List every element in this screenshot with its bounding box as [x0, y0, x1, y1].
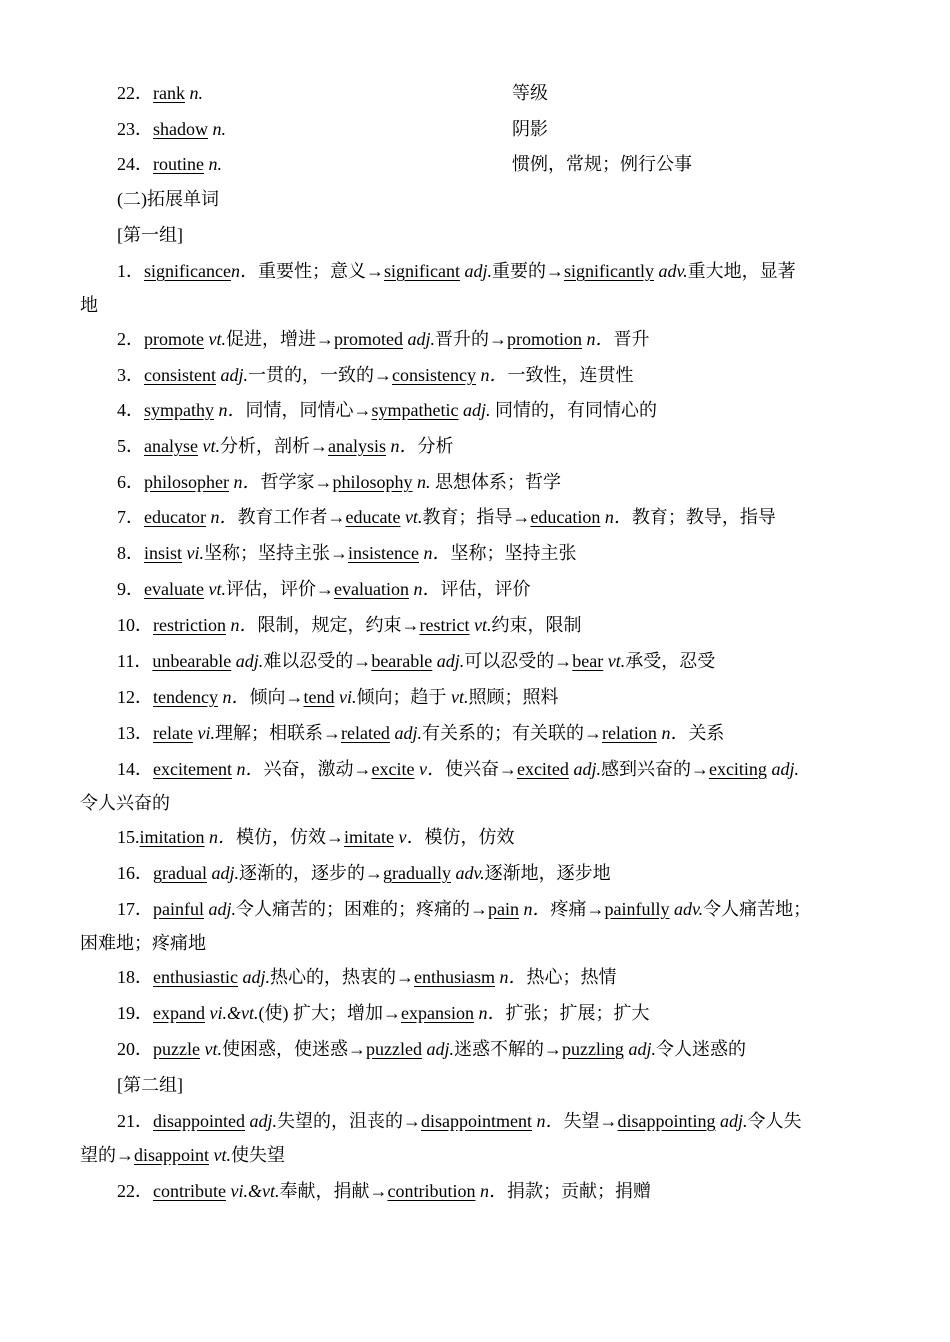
text-span: 9． — [117, 579, 144, 599]
text-span: 逐渐地，逐步地 — [484, 863, 611, 883]
text-span: 18． — [117, 967, 153, 987]
text-span: 失望的，沮丧的→ — [277, 1111, 422, 1131]
text-span: tend — [303, 687, 335, 707]
vocab-meaning: 惯例，常规；例行公事 — [512, 154, 692, 174]
text-span: 令人迷惑的 — [655, 1039, 746, 1059]
text-span: 热心；热情 — [526, 967, 617, 987]
text-span: 扩张；扩展；扩大 — [505, 1003, 650, 1023]
text-span: 10． — [117, 615, 153, 635]
text-span: expansion — [400, 1003, 474, 1023]
text-span: v． — [398, 827, 425, 847]
text-span: educator — [144, 507, 206, 527]
text-span: enthusiasm — [414, 967, 495, 987]
text-span: adj. — [235, 651, 264, 671]
text-span: n． — [480, 365, 508, 385]
text-span: n. — [212, 119, 226, 139]
entry-row — [80, 1001, 917, 1025]
text-span: 1． — [117, 261, 144, 281]
text-span: 照顾；照料 — [468, 687, 559, 707]
entry-row — [80, 1179, 917, 1203]
text-span: 重大地，显著 — [687, 261, 796, 281]
entry-row — [80, 965, 917, 989]
text-span: insist — [144, 543, 183, 563]
text-span: n. — [417, 472, 431, 492]
text-span: 8． — [117, 543, 144, 563]
text-span: 同情的，有同情心的 — [495, 400, 657, 420]
text-span: 令人失 — [747, 1111, 802, 1131]
text-span: 7． — [117, 507, 144, 527]
text-span: adj. — [394, 723, 422, 743]
text-span: n． — [499, 967, 527, 987]
text-span: expand — [153, 1003, 205, 1023]
text-span: 24． — [117, 154, 153, 174]
text-span: evaluation — [333, 579, 409, 599]
text-span: 坚称；坚持主张→ — [204, 543, 349, 563]
text-span: vt. — [213, 1145, 231, 1165]
text-span: 4． — [117, 400, 144, 420]
text-span: analysis — [327, 436, 386, 456]
text-span: education — [530, 507, 601, 527]
text-span: promoted — [334, 329, 403, 349]
entry-row — [80, 897, 917, 921]
text-span: puzzled — [365, 1039, 422, 1059]
text-span: 疼痛→ — [550, 899, 605, 919]
text-span: 迷惑不解的→ — [453, 1039, 562, 1059]
entry-row — [80, 505, 917, 529]
text-span: significant — [383, 261, 460, 281]
vocab-word: shadow — [153, 119, 208, 139]
text-span: n． — [413, 579, 441, 599]
text-span: bear — [572, 651, 604, 671]
text-span: 22． — [117, 83, 153, 103]
text-span: 使困惑，使迷惑→ — [221, 1039, 366, 1059]
text-span: adj. — [771, 759, 799, 779]
text-span: 教育；指导→ — [422, 507, 531, 527]
text-span: contribution — [387, 1181, 476, 1201]
text-span: vt. — [208, 329, 226, 349]
text-span: 难以忍受的→ — [263, 651, 372, 671]
text-span: vt. — [202, 436, 220, 456]
text-span: 12． — [117, 687, 153, 707]
text-span: vt. — [607, 651, 626, 671]
text-span: puzzle — [153, 1039, 200, 1059]
text-span: 逐渐的，逐步的→ — [239, 863, 383, 883]
text-span: tendency — [153, 687, 218, 707]
text-span: n． — [604, 507, 632, 527]
text-span: educate — [345, 507, 401, 527]
text-span: 坚称；坚持主张 — [450, 543, 577, 563]
entry-row — [80, 434, 917, 458]
text-span: 16． — [117, 863, 153, 883]
text-span: vi. — [186, 543, 205, 563]
text-span: 思想体系；哲学 — [435, 472, 562, 492]
text-span: adj. — [462, 400, 491, 420]
text-span: 哲学家→ — [260, 472, 333, 492]
text-span: adj. — [208, 899, 237, 919]
text-span: 倾向→ — [249, 687, 304, 707]
text-span: adj. — [720, 1111, 748, 1131]
text-span: 21． — [117, 1111, 153, 1131]
entry-row — [80, 327, 917, 351]
text-span: 2． — [117, 329, 144, 349]
text-span: 评估，评价 — [440, 579, 531, 599]
entry-row — [80, 398, 917, 422]
entry-row — [80, 613, 917, 637]
text-span: adj. — [407, 329, 436, 349]
text-span: bearable — [371, 651, 433, 671]
text-span: 5． — [117, 436, 144, 456]
text-span: n． — [218, 400, 246, 420]
text-span: consistent — [144, 365, 216, 385]
text-span: n． — [536, 1111, 564, 1131]
text-span: adj. — [242, 967, 270, 987]
text-span: adj. — [464, 261, 492, 281]
vocab-row — [80, 152, 917, 176]
text-span: relate — [153, 723, 193, 743]
text-span: disappointment — [421, 1111, 533, 1131]
text-span: 13． — [117, 723, 153, 743]
text-span: 6． — [117, 472, 144, 492]
text-span: promotion — [507, 329, 583, 349]
text-span: promote — [144, 329, 204, 349]
text-span: 关系 — [688, 723, 725, 743]
text-span: imitate — [344, 827, 394, 847]
text-span: n. — [208, 154, 222, 174]
text-span: 使兴奋→ — [444, 759, 517, 779]
text-span: n． — [390, 436, 418, 456]
text-span: n． — [586, 329, 614, 349]
entry-row — [80, 825, 917, 849]
text-span: painfully — [604, 899, 670, 919]
entry-row — [80, 721, 917, 745]
text-span: 15. — [117, 827, 140, 847]
text-span: insistence — [348, 543, 419, 563]
text-span: vt. — [450, 687, 469, 707]
text-span: contribute — [153, 1181, 226, 1201]
text-span: 22． — [117, 1181, 153, 1201]
entry-row — [80, 1037, 917, 1061]
text-span: 一贯的，一致的→ — [248, 365, 393, 385]
text-span: adv. — [658, 261, 688, 281]
group-heading: [第一组] — [117, 225, 183, 245]
text-span: 重要的→ — [491, 261, 564, 281]
text-span: disappoint — [134, 1145, 209, 1165]
text-span: adj. — [426, 1039, 454, 1059]
text-span: n． — [478, 1003, 506, 1023]
text-span: sympathetic — [371, 400, 459, 420]
text-span: n． — [230, 261, 258, 281]
text-span: vt. — [473, 615, 492, 635]
text-span: 14． — [117, 759, 153, 779]
text-span: 令人痛苦的；困难的；疼痛的→ — [236, 899, 489, 919]
text-span: 模仿，仿效 — [424, 827, 515, 847]
text-span: n． — [523, 899, 551, 919]
text-span: vi. — [197, 723, 215, 743]
text-span: adj. — [573, 759, 601, 779]
text-span: 承受，忍受 — [625, 651, 716, 671]
text-span: adj. — [249, 1111, 278, 1131]
text-span: 捐款；贡献；捐赠 — [506, 1181, 651, 1201]
entry-continuation: 地 — [80, 295, 98, 315]
text-span: excited — [516, 759, 569, 779]
text-span: restriction — [153, 615, 226, 635]
text-span: 重要性；意义→ — [257, 261, 384, 281]
vocab-word: routine — [153, 154, 204, 174]
text-span: adj. — [211, 863, 239, 883]
text-span: vi.&vt. — [209, 1003, 259, 1023]
text-span: 3． — [117, 365, 144, 385]
text-span: 同情，同情心→ — [245, 400, 372, 420]
text-span: 17． — [117, 899, 153, 919]
entry-continuation: 令人兴奋的 — [80, 793, 170, 813]
text-span: vt. — [404, 507, 423, 527]
text-span: 限制，规定，约束→ — [257, 615, 420, 635]
text-span: adj. — [436, 651, 465, 671]
text-span: imitation — [139, 827, 205, 847]
text-span: v． — [418, 759, 445, 779]
text-span: (使) 扩大；增加→ — [258, 1003, 401, 1023]
text-span: relation — [601, 723, 657, 743]
text-span: vt. — [208, 579, 226, 599]
text-span: enthusiastic — [153, 967, 238, 987]
text-span: 约束，限制 — [491, 615, 582, 635]
vocab-meaning: 阴影 — [512, 119, 548, 139]
text-span: exciting — [708, 759, 767, 779]
text-span: n． — [236, 759, 264, 779]
text-span: disappointed — [153, 1111, 245, 1131]
entry-row — [80, 541, 917, 565]
text-span: adj. — [628, 1039, 656, 1059]
vocab-row — [80, 117, 917, 141]
text-span: 教育工作者→ — [237, 507, 346, 527]
text-span: 促进，增进→ — [226, 329, 334, 349]
text-span: consistency — [392, 365, 476, 385]
entry-row — [80, 649, 917, 673]
text-span: vt. — [204, 1039, 222, 1059]
entry-row — [80, 259, 917, 283]
text-span: 有关系的；有关联的→ — [421, 723, 602, 743]
text-span: excitement — [153, 759, 232, 779]
text-span: 倾向；趋于 — [356, 687, 447, 707]
text-span: n． — [230, 615, 258, 635]
text-span: 使失望 — [231, 1145, 285, 1165]
text-span: 分析 — [417, 436, 454, 456]
text-span: philosopher — [144, 472, 229, 492]
text-span: n． — [479, 1181, 507, 1201]
text-span: n． — [423, 543, 451, 563]
text-span: 教育；教导，指导 — [631, 507, 776, 527]
group-heading: [第二组] — [117, 1075, 183, 1095]
text-span: disappointing — [617, 1111, 716, 1131]
entry-row — [80, 861, 917, 885]
text-span: 晋升 — [613, 329, 650, 349]
text-span: 奉献，捐献→ — [279, 1181, 388, 1201]
entry-row — [80, 470, 917, 494]
text-span: philosophy — [332, 472, 413, 492]
text-span: n． — [661, 723, 689, 743]
text-span: adv. — [455, 863, 485, 883]
text-span: 19． — [117, 1003, 153, 1023]
text-span: gradually — [383, 863, 451, 883]
entry-row — [80, 685, 917, 709]
vocab-word: rank — [153, 83, 185, 103]
text-span: 晋升的→ — [435, 329, 508, 349]
text-span: adv. — [674, 899, 704, 919]
text-span: 热心的，热衷的→ — [270, 967, 414, 987]
text-span: 理解；相联系→ — [214, 723, 341, 743]
text-span: related — [340, 723, 390, 743]
entry-row — [80, 757, 917, 781]
entry-row — [80, 577, 917, 601]
vocab-meaning: 等级 — [512, 83, 548, 103]
text-span: 模仿，仿效→ — [236, 827, 344, 847]
text-span: 可以忍受的→ — [464, 651, 573, 671]
text-span: significance — [144, 261, 231, 281]
entry-continuation — [80, 1143, 880, 1167]
text-span: 23． — [117, 119, 153, 139]
section-heading: (二)拓展单词 — [117, 189, 219, 209]
text-span: puzzling — [561, 1039, 624, 1059]
text-span: pain — [488, 899, 520, 919]
entry-continuation: 困难地；疼痛地 — [80, 933, 206, 953]
text-span: significantly — [563, 261, 654, 281]
text-span: 11． — [117, 651, 153, 671]
text-span: 分析，剖析→ — [219, 436, 328, 456]
text-span: n． — [209, 827, 236, 847]
text-span: 感到兴奋的→ — [600, 759, 709, 779]
text-span: painful — [153, 899, 204, 919]
vocab-row — [80, 81, 917, 105]
text-span: 兴奋，激动→ — [263, 759, 372, 779]
text-span: vi. — [338, 687, 357, 707]
text-span: gradual — [153, 863, 207, 883]
text-span: n． — [210, 507, 238, 527]
text-span: 20． — [117, 1039, 153, 1059]
text-span: vi.&vt. — [230, 1181, 280, 1201]
text-span: n. — [189, 83, 203, 103]
text-span: unbearable — [152, 651, 232, 671]
entry-row — [80, 1109, 917, 1133]
text-span: 失望→ — [563, 1111, 618, 1131]
text-span: restrict — [419, 615, 470, 635]
text-span: evaluate — [144, 579, 204, 599]
text-span: excite — [371, 759, 415, 779]
text-span: adj. — [220, 365, 249, 385]
text-span: 评估，评价→ — [225, 579, 334, 599]
text-span: n． — [233, 472, 261, 492]
entry-row — [80, 363, 917, 387]
text-span: analyse — [144, 436, 198, 456]
text-span: 望的→ — [80, 1145, 134, 1165]
text-span: 一致性，连贯性 — [507, 365, 634, 385]
text-span: n． — [222, 687, 250, 707]
text-span: sympathy — [144, 400, 214, 420]
text-span: 令人痛苦地； — [703, 899, 812, 919]
